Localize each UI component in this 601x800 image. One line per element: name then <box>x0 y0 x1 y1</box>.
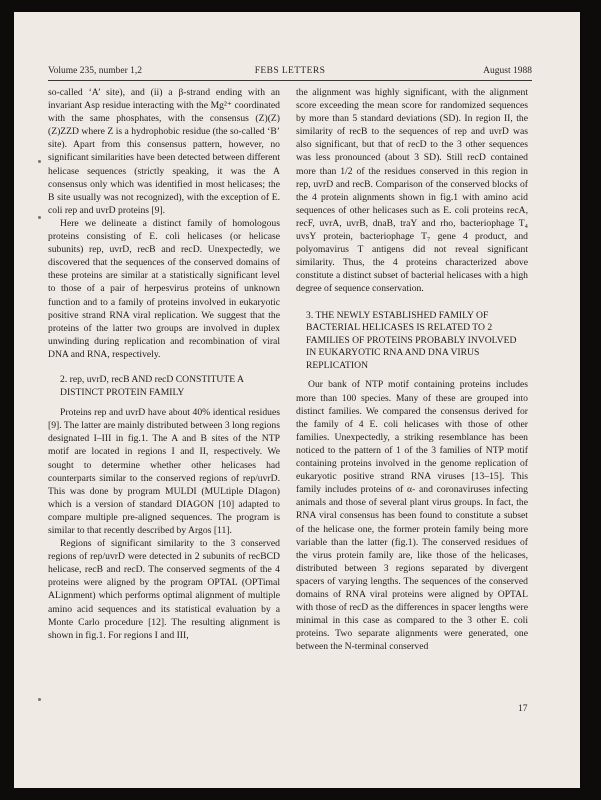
issue-date: August 1988 <box>483 66 532 76</box>
running-header <box>48 66 532 80</box>
left-column <box>48 86 280 642</box>
margin-mark <box>38 216 41 219</box>
journal-name: FEBS LETTERS <box>254 66 326 76</box>
header-rule <box>48 80 532 81</box>
paragraph: Proteins rep and uvrD have about 40% identical residues [9]. The latter are mainly distributed between 3 long regions designated I–III in fig.1. The A and B sites of the NTP motif are located in regions I and II, respectively. We sought to determine whether other helicases had counterparts similar to the conserved regions of rep/uvrD. This was done by program MULDI (MULtiple DIagon) which is a version of standard DIAGON [10] adapted to compare multiple pre-aligned sequences. The program is similar to that recently described by Argos [11]. <box>48 407 280 536</box>
right-column <box>296 86 528 653</box>
paragraph: Regions of significant similarity to the 3 conserved regions of rep/uvrD were detected in 2 subunits of recBCD helicase, recB and recD. The conserved segments of the 4 proteins were aligned by the program OPTAL (OPTimal ALignment) which performs optimal alignment of multiple amino acid sequences and its statistical evaluation by a Monte Carlo procedure [12]. The resulting alignment is shown in fig.1. For regions I and III, <box>48 538 280 641</box>
paragraph: the alignment was highly significant, with the alignment score exceeding the mean score for randomized sequences by more than 5 standard deviations (SD). In region II, the similarity of recB to the sequences of rep and uvrD was also significant, but that of recD to the 3 other sequences was less pronounced (about 3 SD). Still recD contained more than 1/2 of the residues conserved in this region in rep, uvrD and recB. Comparison of the conserved blocks of the 4 protein alignments shown in fig.1 with amino acid sequences of other helicases such as E. coli proteins recA, recF, uvrA, uvrB, dnaB, traY and rho, bacteriophage T₄ uvsY protein, bacteriophage T₇ gene 4 product, and polyomavirus T antigens did not reveal significant similarity. Thus, the 4 proteins characterized above constitute a distinct subset of bacterial helicases with a high degree of sequence conservation. <box>296 87 528 295</box>
section-heading: 2. rep, uvrD, recB AND recD CONSTITUTE A DISTINCT PROTEIN FAMILY <box>60 373 244 399</box>
margin-mark <box>38 698 41 701</box>
paragraph: so-called ‘A’ site), and (ii) a β-strand ending with an invariant Asp residue interacting with the Mg²⁺ coordinated with the same phosphates, with the consensus (Z)(Z)(Z)ZZD where Z is a hydrophobic residue (the so-called ‘B’ site). Apart from this consensus pattern, however, no significant similarities have been detected between different helicase sequences (strictly speaking, it was the A consensus only which was identified in most helicases; the B site usually was not recognized), with the exception of E. coli rep and uvrD proteins [9]. <box>48 87 280 216</box>
paragraph: Our bank of NTP motif containing proteins includes more than 100 species. Many of these are grouped into distinct families. We compared the consensus derived for the family of 4 E. coli helicases with those of other families. Unexpectedly, a striking resemblance has been noticed to the pattern of 1 of the 3 families of NTP motif containing proteins involved in the genome replication of eukaryotic positive strand RNA viruses [13–15]. This family includes proteins of α- and coronaviruses infecting animals and those of several plant virus groups. In fact, the RNA viral consensus has been found to constitute a subset of the helicase one, the former protein family being more variable than the latter (fig.1). The conserved residues of the virus protein family are, like those of the helicases, distributed between 3 regions separated by divergent spacers of varying lengths. The sequences of the conserved domains of RNA viral proteins were aligned by OPTAL with those of recD as the differences in spacer lengths were minimal in this case as compared to the 3 other E. coli proteins. Two separate alignments were generated, one between the N-terminal conserved <box>296 379 528 653</box>
page-number: 17 <box>518 704 528 714</box>
margin-mark <box>38 160 41 163</box>
section-heading: 3. THE NEWLY ESTABLISHED FAMILY OF BACTERIAL HELICASES IS RELATED TO 2 FAMILIES OF PROTEINS PROBABLY INVOLVED IN EUKARYOTIC RNA AND DNA VIRUS REPLICATION <box>306 309 517 371</box>
paragraph: Here we delineate a distinct family of homologous proteins consisting of E. coli helicases (or helicase subunits) rep, uvrD, recB and recD. Unexpectedly, we discovered that the sequences of the conserved domains of these proteins are similar at a statistically significant level to those of a pair of herpesvirus proteins of unknown function and to a family of proteins involved in eukaryotic positive strand RNA viral replication. We suggest that the proteins of the latter two groups are involved in duplex unwinding during replication and recombination of viral DNA and RNA, respectively. <box>48 217 280 360</box>
volume-info: Volume 235, number 1,2 <box>48 66 143 76</box>
